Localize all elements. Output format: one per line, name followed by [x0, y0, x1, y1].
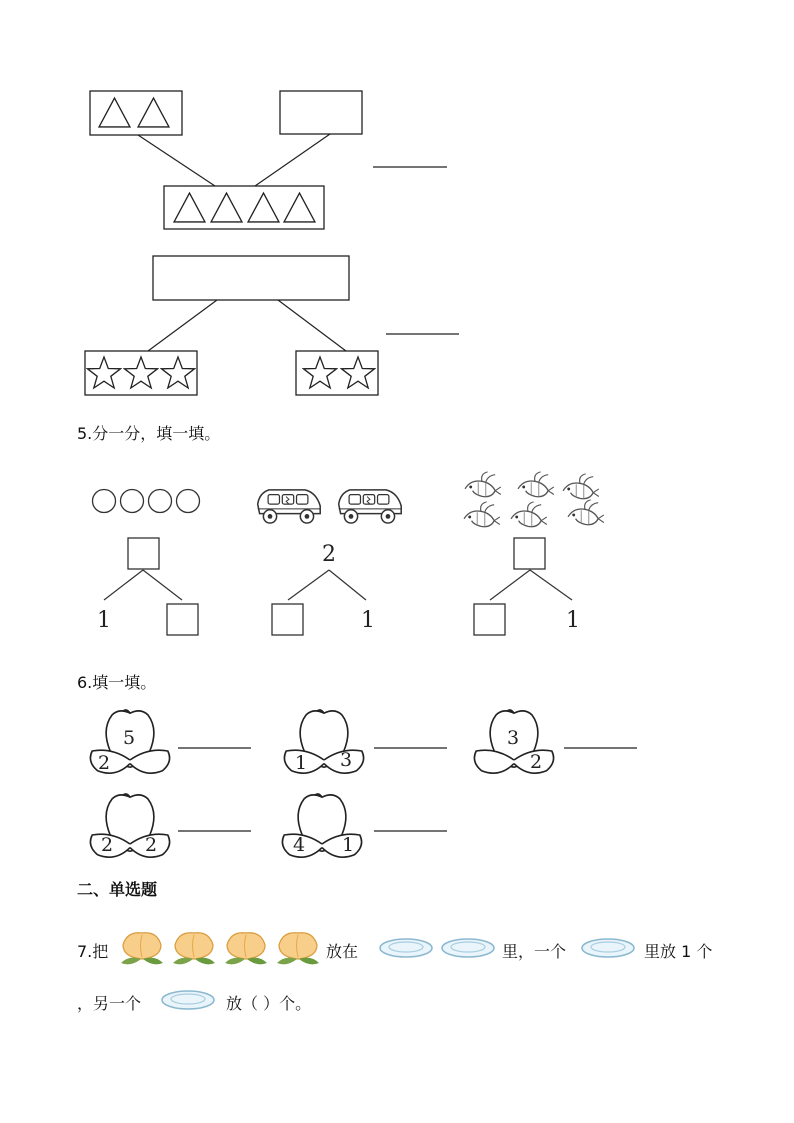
peach1-top-number: 5 — [123, 727, 136, 749]
connector-line — [278, 300, 346, 351]
circle-icon — [93, 490, 116, 513]
q5-shrimps — [464, 472, 604, 527]
q7-another: ，另一个 — [77, 994, 142, 1013]
triangle-composition-diagram — [90, 91, 447, 229]
car-icon — [339, 490, 402, 523]
star-icon — [342, 357, 375, 388]
blank-answer-box[interactable] — [474, 604, 505, 635]
peach2-right-number: 3 — [340, 749, 353, 771]
peach3-right-number: 2 — [530, 751, 543, 773]
circle-icon — [149, 490, 172, 513]
shrimp-icon — [568, 500, 604, 525]
blank-answer-box[interactable] — [514, 538, 545, 569]
q6-peach-4 — [90, 794, 251, 857]
connector-line — [288, 570, 329, 600]
peach5-right-number: 1 — [342, 834, 355, 856]
peach3-top-number: 3 — [507, 727, 520, 749]
q5-group1-left-number: 1 — [97, 608, 111, 633]
triangle-icon — [99, 98, 130, 127]
connector-line — [104, 570, 143, 600]
connector-line — [138, 135, 215, 186]
top-left-box — [90, 91, 182, 135]
shrimp-icon — [465, 472, 501, 497]
peach2-left-number: 1 — [295, 752, 308, 774]
star-icon — [162, 357, 195, 388]
peach4-right-number: 2 — [145, 834, 158, 856]
q6-peach-3 — [474, 710, 637, 773]
q5-group2-top-number: 2 — [322, 542, 336, 567]
q5-split-tree-1 — [104, 538, 198, 635]
q7-place-in: 放在 — [326, 942, 359, 961]
blank-answer-box[interactable] — [153, 256, 349, 300]
q7-prefix: 7.把 — [77, 942, 109, 961]
q7-put-blank: 放（ ）个。 — [226, 994, 312, 1013]
triangle-icon — [248, 193, 279, 222]
peach1-left-number: 2 — [98, 752, 111, 774]
car-icon — [258, 490, 321, 523]
q7-inside-one: 里，一个 — [502, 942, 567, 961]
section-heading: 二、单选题 — [77, 880, 158, 899]
q5-cars — [258, 490, 402, 523]
circle-icon — [177, 490, 200, 513]
q6-peach-2 — [284, 710, 447, 773]
q6-peach-1 — [90, 710, 251, 773]
shrimp-icon — [464, 502, 500, 527]
star-icon — [125, 357, 158, 388]
q7-peaches — [121, 933, 319, 965]
q5-circles — [93, 490, 200, 513]
shrimp-icon — [563, 474, 599, 499]
triangle-icon — [174, 193, 205, 222]
q5-split-tree-2 — [272, 570, 366, 635]
q5-group3-right-number: 1 — [566, 608, 580, 633]
q6-peach-5 — [282, 794, 447, 857]
peach4-left-number: 2 — [101, 834, 114, 856]
star-icon — [304, 357, 337, 388]
plate-icon — [582, 939, 634, 957]
connector-line — [329, 570, 366, 600]
shrimp-icon — [511, 502, 547, 527]
plate-icon — [162, 991, 214, 1009]
blank-answer-box[interactable] — [272, 604, 303, 635]
connector-line — [490, 570, 530, 600]
triangle-icon — [211, 193, 242, 222]
star-icon — [88, 357, 121, 388]
plate-icon — [442, 939, 494, 957]
peach-icon — [173, 933, 215, 965]
q6-prompt: 6.填一填。 — [77, 673, 157, 692]
blank-answer-box[interactable] — [280, 91, 362, 134]
connector-line — [143, 570, 182, 600]
connector-line — [530, 570, 572, 600]
q5-split-tree-3 — [474, 538, 572, 635]
q7-put-one: 里放 1 个 — [644, 942, 713, 961]
peach-icon — [277, 933, 319, 965]
q5-prompt: 5.分一分，填一填。 — [77, 424, 221, 443]
connector-line — [148, 300, 217, 351]
triangle-icon — [138, 98, 169, 127]
star-composition-diagram — [85, 256, 459, 395]
blank-answer-box[interactable] — [128, 538, 159, 569]
peach-icon — [121, 933, 163, 965]
triangle-icon — [284, 193, 315, 222]
peach-icon — [225, 933, 267, 965]
blank-answer-box[interactable] — [167, 604, 198, 635]
connector-line — [255, 134, 330, 186]
plate-icon — [380, 939, 432, 957]
peach5-left-number: 4 — [293, 834, 306, 856]
shrimp-icon — [518, 472, 554, 497]
circle-icon — [121, 490, 144, 513]
q5-group2-right-number: 1 — [361, 608, 375, 633]
